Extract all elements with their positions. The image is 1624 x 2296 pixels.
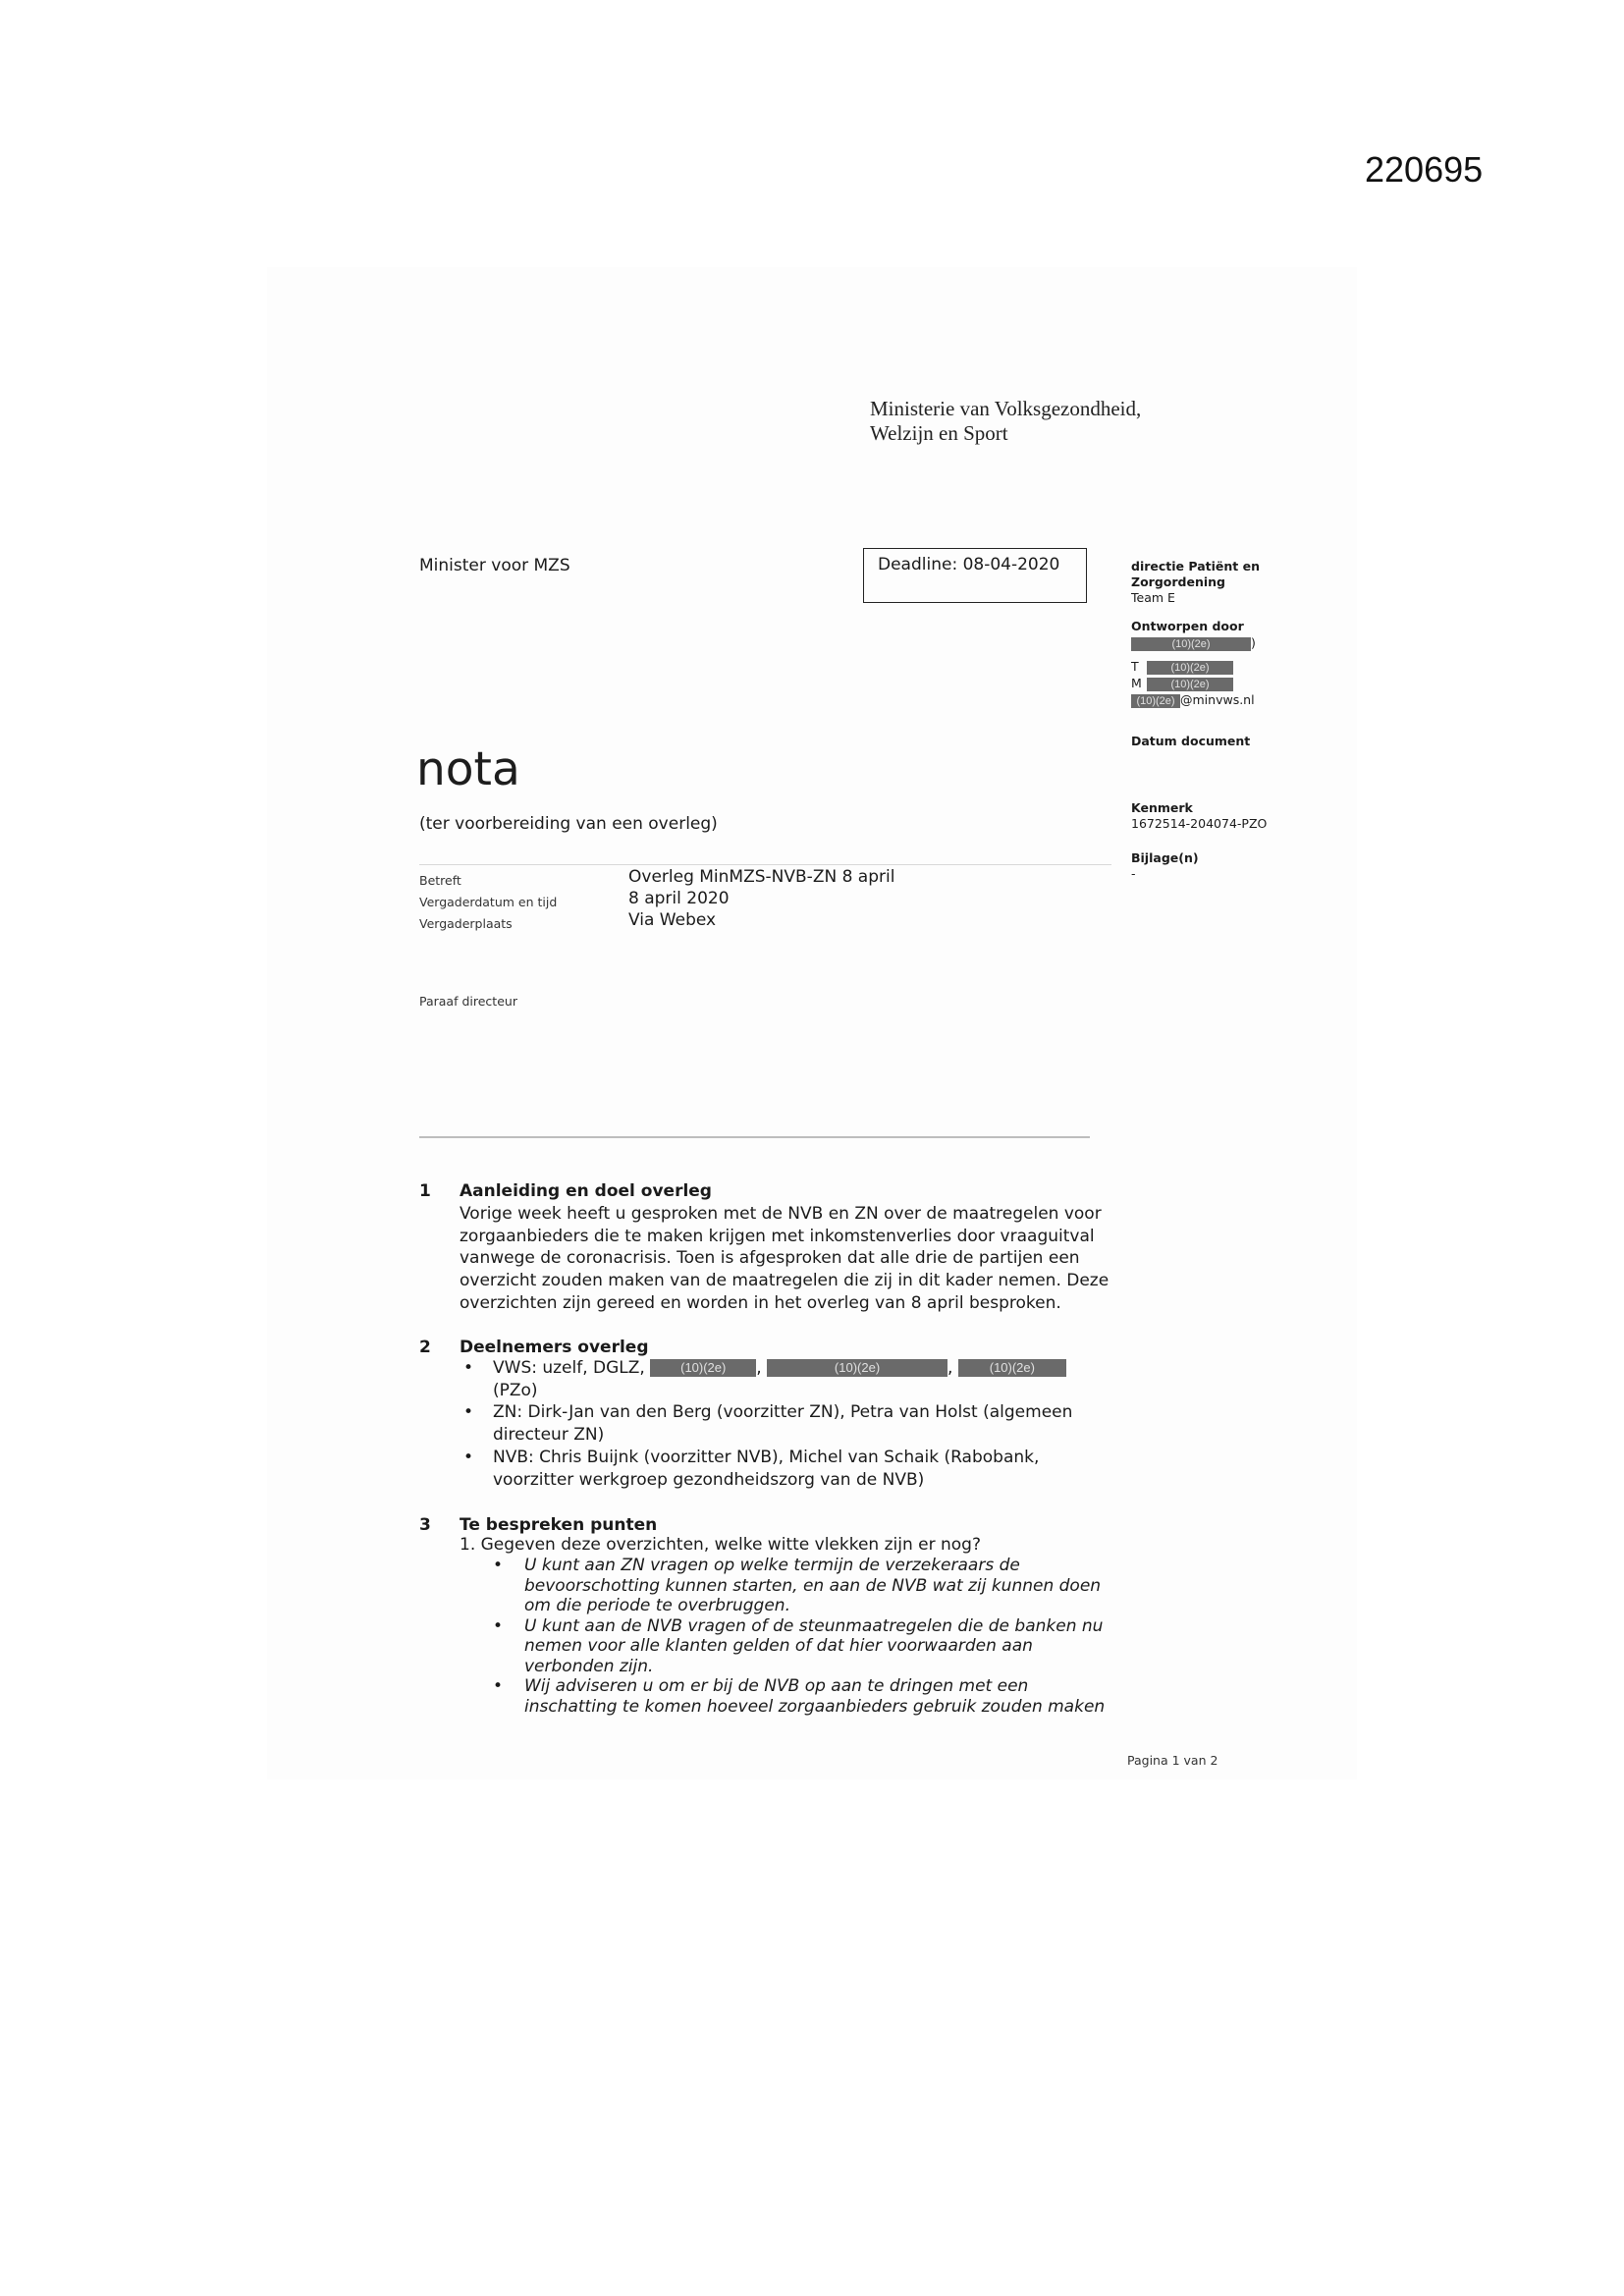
phone-label: T (1131, 659, 1139, 674)
directie-line-2: Zorgordening (1131, 574, 1225, 589)
paragraph-line: overzichten zijn gereed en worden in het overleg van 8 april besproken. (460, 1292, 1061, 1313)
paragraph-line: vanwege de coronacrisis. Toen is afgesproken dat alle drie de partijen een (460, 1248, 1080, 1269)
section-number: 1 (419, 1181, 431, 1201)
section-number: 2 (419, 1338, 431, 1357)
zn-line-1: • ZN: Dirk-Jan van den Berg (voorzitter ZN), Petra van Holst (algemeen (493, 1402, 1073, 1423)
sidebar-ontworpen (1131, 619, 1256, 651)
directie-line-1: directie Patiënt en (1131, 559, 1260, 574)
kenmerk-value: 1672514-204074-PZO (1131, 816, 1268, 831)
list-item (460, 1357, 1127, 1401)
redaction-paren: ) (1251, 635, 1256, 650)
advice-line: inschatting te komen hoeveel zorgaanbieders gebruik zouden maken (524, 1696, 1106, 1717)
document-number: 220695 (1365, 149, 1484, 190)
sidebar-kenmerk (1131, 800, 1267, 832)
numbered-item: 1. Gegeven deze overzichten, welke witte vlekken zijn er nog? (460, 1535, 981, 1555)
redaction-bar: (10)(2e) (958, 1359, 1066, 1377)
team: Team E (1131, 590, 1175, 605)
divider (419, 1136, 1090, 1138)
page-title: nota (416, 742, 520, 796)
section-number: 3 (419, 1515, 431, 1535)
section-1-paragraph (460, 1203, 1117, 1315)
comma: , (756, 1358, 762, 1378)
redaction-bar: (10)(2e) (1147, 661, 1233, 675)
divider (419, 864, 1111, 865)
betreft-value: Overleg MinMZS-NVB-ZN 8 april (628, 867, 895, 887)
redaction-bar: (10)(2e) (1131, 637, 1251, 651)
nvb-line-1: • NVB: Chris Buijnk (voorzitter NVB), Michel van Schaik (Rabobank, (493, 1447, 1040, 1467)
list-item (460, 1447, 1127, 1491)
advice-line: bevoorschotting kunnen starten, en aan de NVB wat zij kunnen doen (524, 1575, 1102, 1596)
section-heading: Deelnemers overleg (460, 1338, 649, 1357)
paragraph-line: zorgaanbieders die te maken krijgen met inkomstenverlies door vraaguitval (460, 1226, 1095, 1246)
ontworpen-label: Ontworpen door (1131, 619, 1244, 633)
recipient: Minister voor MZS (419, 556, 570, 575)
pzo-text: (PZo) (493, 1380, 538, 1400)
vergaderdatum-label: Vergaderdatum en tijd (419, 895, 558, 909)
sidebar-bijlage (1131, 850, 1199, 882)
advice-line: nemen voor alle klanten gelden of dat hier voorwaarden aan (524, 1636, 1033, 1656)
redaction-bar: (10)(2e) (767, 1359, 947, 1377)
redaction-bar: (10)(2e) (650, 1359, 756, 1377)
ministry-line-2: Welzijn en Sport (870, 421, 1008, 445)
zn-line-2: directeur ZN) (493, 1425, 605, 1446)
ministry-line-1: Ministerie van Volksgezondheid, (870, 397, 1142, 420)
list-item (493, 1556, 1111, 1616)
nvb-line-2: voorzitter werkgroep gezondheidszorg van de NVB) (493, 1469, 925, 1490)
email-suffix: @minvws.nl (1180, 692, 1255, 707)
advice-list (493, 1556, 1111, 1717)
participants-list (460, 1357, 1127, 1491)
section-heading: Aanleiding en doel overleg (460, 1181, 712, 1201)
advice-line: verbonden zijn. (524, 1656, 654, 1676)
advice-line: • U kunt aan ZN vragen op welke termijn de verzekeraars de (524, 1556, 1020, 1575)
vergaderplaats-label: Vergaderplaats (419, 916, 513, 931)
page-subtitle: (ter voorbereiding van een overleg) (419, 814, 718, 834)
deadline-box: Deadline: 08-04-2020 (863, 548, 1087, 603)
section-heading: Te bespreken punten (460, 1515, 658, 1535)
sidebar-directie (1131, 559, 1260, 606)
paraaf-directeur: Paraaf directeur (419, 994, 517, 1009)
vergaderdatum-value: 8 april 2020 (628, 889, 730, 908)
redaction-bar: (10)(2e) (1147, 678, 1233, 691)
comma: , (947, 1358, 953, 1378)
paragraph-line: Vorige week heeft u gesproken met de NVB en ZN over de maatregelen voor (460, 1204, 1102, 1224)
sidebar-datum (1131, 734, 1250, 749)
sidebar-contact (1131, 658, 1255, 708)
advice-line: • U kunt aan de NVB vragen of de steunmaatregelen die de banken nu (524, 1615, 1104, 1636)
kenmerk-label: Kenmerk (1131, 800, 1193, 815)
bijlage-label: Bijlage(n) (1131, 850, 1199, 865)
mobile-label: M (1131, 676, 1142, 690)
list-item (460, 1401, 1127, 1446)
advice-line: om die periode te overbruggen. (524, 1596, 790, 1615)
vws-participants: VWS: uzelf, DGLZ, (493, 1358, 645, 1378)
paragraph-line: overzicht zouden maken van de maatregelen die zij in dit kader nemen. Deze (460, 1271, 1110, 1291)
vergaderplaats-value: Via Webex (628, 910, 717, 930)
ministry-logo-text (870, 397, 1141, 446)
advice-line: • Wij adviseren u om er bij de NVB op aan te dringen met een (524, 1676, 1029, 1696)
bijlage-value: - (1131, 866, 1136, 881)
list-item (493, 1676, 1111, 1717)
datum-document-label: Datum document (1131, 734, 1251, 748)
betreft-label: Betreft (419, 873, 461, 888)
page-number: Pagina 1 van 2 (1127, 1753, 1218, 1768)
redaction-bar: (10)(2e) (1131, 694, 1180, 708)
list-item (493, 1616, 1111, 1677)
